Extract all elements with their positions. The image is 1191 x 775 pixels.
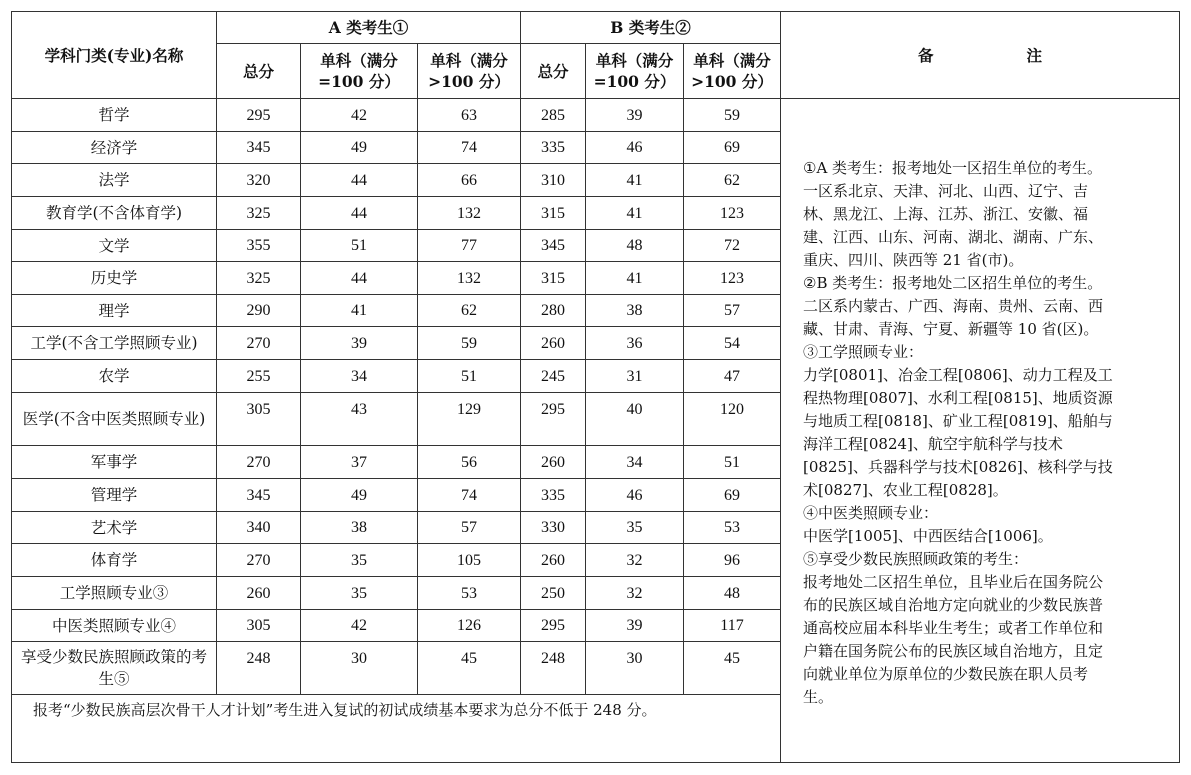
a-single-100-cell: 38 xyxy=(301,512,418,544)
a-single-100-cell: 43 xyxy=(301,393,418,446)
b-single-100-cell: 41 xyxy=(586,164,684,197)
note-line: 藏、甘肃、青海、宁夏、新疆等 10 省(区)。 xyxy=(803,320,1099,338)
b-single-100-cell: 36 xyxy=(586,327,684,360)
a-single-gt100-cell: 51 xyxy=(418,360,521,393)
b-single-gt100-cell: 57 xyxy=(684,295,781,327)
a-total-cell: 320 xyxy=(217,164,301,197)
b-single-gt100-cell: 120 xyxy=(684,393,781,446)
a-single-100-cell: 49 xyxy=(301,479,418,512)
note-line: 力学[0801]、冶金工程[0806]、动力工程及工 xyxy=(803,366,1113,384)
b-single-gt100-cell: 47 xyxy=(684,360,781,393)
b-total-cell: 330 xyxy=(521,512,586,544)
a-single-gt100-cell: 45 xyxy=(418,642,521,695)
a-total-cell: 325 xyxy=(217,262,301,295)
a-single-100-cell: 34 xyxy=(301,360,418,393)
a-single-gt100-cell: 126 xyxy=(418,610,521,642)
a-single-gt100-cell: 132 xyxy=(418,262,521,295)
b-single-gt100-cell: 69 xyxy=(684,479,781,512)
note-line: ②B 类考生：报考地处二区招生单位的考生。 xyxy=(803,274,1103,292)
b-single-gt100-cell: 117 xyxy=(684,610,781,642)
subject-name-cell: 艺术学 xyxy=(12,512,217,544)
subject-name-cell: 哲学 xyxy=(12,99,217,132)
subject-name-cell: 管理学 xyxy=(12,479,217,512)
a-single-gt100-cell: 62 xyxy=(418,295,521,327)
a-single-100-cell: 41 xyxy=(301,295,418,327)
b-total-cell: 315 xyxy=(521,262,586,295)
b-single-gt100-cell: 96 xyxy=(684,544,781,577)
subject-name-cell: 教育学(不含体育学) xyxy=(12,197,217,230)
a-total-cell: 295 xyxy=(217,99,301,132)
a-single-gt100-header: 单科（满分 >100 分） xyxy=(418,44,521,99)
note-line: [0825]、兵器科学与技术[0826]、核科学与技 xyxy=(803,458,1113,476)
a-total-cell: 305 xyxy=(217,610,301,642)
b-single-100-cell: 39 xyxy=(586,99,684,132)
b-single-gt100-header: 单科（满分 >100 分） xyxy=(684,44,781,99)
a-single-gt100-cell: 132 xyxy=(418,197,521,230)
note-line: 通高校应届本科毕业生考生；或者工作单位和 xyxy=(803,619,1104,637)
a-total-cell: 340 xyxy=(217,512,301,544)
b-total-cell: 345 xyxy=(521,230,586,262)
note-line: 建、江西、山东、河南、湖北、湖南、广东、 xyxy=(803,228,1104,246)
a-total-cell: 345 xyxy=(217,132,301,164)
b-single-100-cell: 34 xyxy=(586,446,684,479)
note-line: 报考地处二区招生单位，且毕业后在国务院公 xyxy=(803,573,1104,591)
b-total-cell: 245 xyxy=(521,360,586,393)
b-single-100-cell: 38 xyxy=(586,295,684,327)
a-total-cell: 255 xyxy=(217,360,301,393)
a-single-100-cell: 44 xyxy=(301,197,418,230)
table-row xyxy=(12,99,1180,132)
b-total-cell: 260 xyxy=(521,544,586,577)
a-single-100-cell: 44 xyxy=(301,164,418,197)
note-line: ①A 类考生：报考地处一区招生单位的考生。 xyxy=(803,159,1103,177)
subject-name-cell: 享受少数民族照顾政策的考生⑤ xyxy=(12,642,217,695)
b-total-cell: 295 xyxy=(521,610,586,642)
a-single-gt100-cell: 105 xyxy=(418,544,521,577)
b-single-100-cell: 35 xyxy=(586,512,684,544)
subject-name-cell: 体育学 xyxy=(12,544,217,577)
b-single-100-header: 单科（满分 =100 分） xyxy=(586,44,684,99)
note-line: 生。 xyxy=(803,688,834,706)
a-single-100-cell: 42 xyxy=(301,99,418,132)
group-a-header: A 类考生① xyxy=(217,12,521,44)
notes-header: 备 注 xyxy=(781,12,1180,99)
b-total-cell: 310 xyxy=(521,164,586,197)
a-total-cell: 248 xyxy=(217,642,301,695)
a-single-100-cell: 35 xyxy=(301,544,418,577)
subject-name-cell: 农学 xyxy=(12,360,217,393)
score-table-container xyxy=(11,11,1180,763)
subject-name-cell: 军事学 xyxy=(12,446,217,479)
subject-name-cell: 理学 xyxy=(12,295,217,327)
a-total-cell: 270 xyxy=(217,544,301,577)
b-total-cell: 280 xyxy=(521,295,586,327)
a-total-cell: 290 xyxy=(217,295,301,327)
subject-name-cell: 经济学 xyxy=(12,132,217,164)
score-table-body xyxy=(12,99,1180,763)
subject-name-cell: 历史学 xyxy=(12,262,217,295)
a-total-header: 总分 xyxy=(217,44,301,99)
b-total-cell: 250 xyxy=(521,577,586,610)
b-total-cell: 260 xyxy=(521,446,586,479)
b-single-100-cell: 48 xyxy=(586,230,684,262)
b-single-gt100-cell: 45 xyxy=(684,642,781,695)
subject-name-cell: 医学(不含中医类照顾专业) xyxy=(12,393,217,446)
a-total-cell: 355 xyxy=(217,230,301,262)
b-single-gt100-cell: 59 xyxy=(684,99,781,132)
a-single-100-cell: 49 xyxy=(301,132,418,164)
a-single-gt100-cell: 74 xyxy=(418,479,521,512)
b-single-gt100-cell: 123 xyxy=(684,262,781,295)
note-line: 一区系北京、天津、河北、山西、辽宁、吉 xyxy=(803,182,1089,200)
b-total-cell: 295 xyxy=(521,393,586,446)
a-single-100-header: 单科（满分 =100 分） xyxy=(301,44,418,99)
subject-name-cell: 中医类照顾专业④ xyxy=(12,610,217,642)
note-line: 户籍在国务院公布的民族区域自治地方，且定 xyxy=(803,642,1104,660)
b-total-cell: 335 xyxy=(521,132,586,164)
b-single-gt100-cell: 123 xyxy=(684,197,781,230)
subject-name-cell: 工学(不含工学照顾专业) xyxy=(12,327,217,360)
note-line: ④中医类照顾专业： xyxy=(803,504,939,522)
b-total-cell: 248 xyxy=(521,642,586,695)
a-single-100-cell: 42 xyxy=(301,610,418,642)
note-line: 程热物理[0807]、水利工程[0815]、地质资源 xyxy=(803,389,1113,407)
group-b-header: B 类考生② xyxy=(521,12,781,44)
note-line: 海洋工程[0824]、航空宇航科学与技术 xyxy=(803,435,1063,453)
a-single-gt100-cell: 63 xyxy=(418,99,521,132)
a-single-100-cell: 44 xyxy=(301,262,418,295)
b-single-gt100-cell: 54 xyxy=(684,327,781,360)
a-single-gt100-cell: 53 xyxy=(418,577,521,610)
note-line: 中医学[1005]、中西医结合[1006]。 xyxy=(803,527,1053,545)
a-single-100-cell: 37 xyxy=(301,446,418,479)
a-total-cell: 270 xyxy=(217,327,301,360)
b-single-100-cell: 39 xyxy=(586,610,684,642)
b-single-gt100-cell: 53 xyxy=(684,512,781,544)
a-total-cell: 270 xyxy=(217,446,301,479)
a-single-100-cell: 51 xyxy=(301,230,418,262)
a-single-100-cell: 35 xyxy=(301,577,418,610)
note-line: 二区系内蒙古、广西、海南、贵州、云南、西 xyxy=(803,297,1104,315)
b-total-cell: 315 xyxy=(521,197,586,230)
a-single-gt100-cell: 74 xyxy=(418,132,521,164)
note-line: 林、黑龙江、上海、江苏、浙江、安徽、福 xyxy=(803,205,1089,223)
note-line: 布的民族区域自治地方定向就业的少数民族普 xyxy=(803,596,1104,614)
note-line: ⑤享受少数民族照顾政策的考生： xyxy=(803,550,1029,568)
a-single-gt100-cell: 56 xyxy=(418,446,521,479)
note-line: 与地质工程[0818]、矿业工程[0819]、船舶与 xyxy=(803,412,1113,430)
footer-note: 报考“少数民族高层次骨干人才计划”考生进入复试的初试成绩基本要求为总分不低于 248 分。 xyxy=(12,695,781,763)
b-single-gt100-cell: 72 xyxy=(684,230,781,262)
b-single-100-cell: 32 xyxy=(586,544,684,577)
a-total-cell: 325 xyxy=(217,197,301,230)
a-total-cell: 260 xyxy=(217,577,301,610)
subject-name-cell: 法学 xyxy=(12,164,217,197)
b-single-100-cell: 46 xyxy=(586,479,684,512)
b-single-100-cell: 41 xyxy=(586,262,684,295)
note-line: 重庆、四川、陕西等 21 省(市)。 xyxy=(803,251,1024,269)
note-line: 向就业单位为原单位的少数民族在职人员考 xyxy=(803,665,1089,683)
subject-name-cell: 文学 xyxy=(12,230,217,262)
a-total-cell: 345 xyxy=(217,479,301,512)
score-requirements-table xyxy=(11,11,1180,763)
a-single-gt100-cell: 57 xyxy=(418,512,521,544)
b-single-100-cell: 32 xyxy=(586,577,684,610)
b-total-cell: 335 xyxy=(521,479,586,512)
note-line: 术[0827]、农业工程[0828]。 xyxy=(803,481,1008,499)
b-total-header: 总分 xyxy=(521,44,586,99)
a-single-gt100-cell: 129 xyxy=(418,393,521,446)
b-total-cell: 260 xyxy=(521,327,586,360)
a-single-gt100-cell: 59 xyxy=(418,327,521,360)
a-single-gt100-cell: 77 xyxy=(418,230,521,262)
subject-column-header: 学科门类(专业)名称 xyxy=(12,12,217,99)
subject-name-cell: 工学照顾专业③ xyxy=(12,577,217,610)
notes-cell xyxy=(781,99,1180,763)
a-single-gt100-cell: 66 xyxy=(418,164,521,197)
b-single-100-cell: 30 xyxy=(586,642,684,695)
b-single-100-cell: 41 xyxy=(586,197,684,230)
note-line: ③工学照顾专业： xyxy=(803,343,924,361)
b-single-100-cell: 40 xyxy=(586,393,684,446)
b-single-gt100-cell: 62 xyxy=(684,164,781,197)
b-single-100-cell: 31 xyxy=(586,360,684,393)
a-total-cell: 305 xyxy=(217,393,301,446)
b-single-gt100-cell: 51 xyxy=(684,446,781,479)
b-single-100-cell: 46 xyxy=(586,132,684,164)
b-single-gt100-cell: 48 xyxy=(684,577,781,610)
b-total-cell: 285 xyxy=(521,99,586,132)
a-single-100-cell: 39 xyxy=(301,327,418,360)
b-single-gt100-cell: 69 xyxy=(684,132,781,164)
a-single-100-cell: 30 xyxy=(301,642,418,695)
